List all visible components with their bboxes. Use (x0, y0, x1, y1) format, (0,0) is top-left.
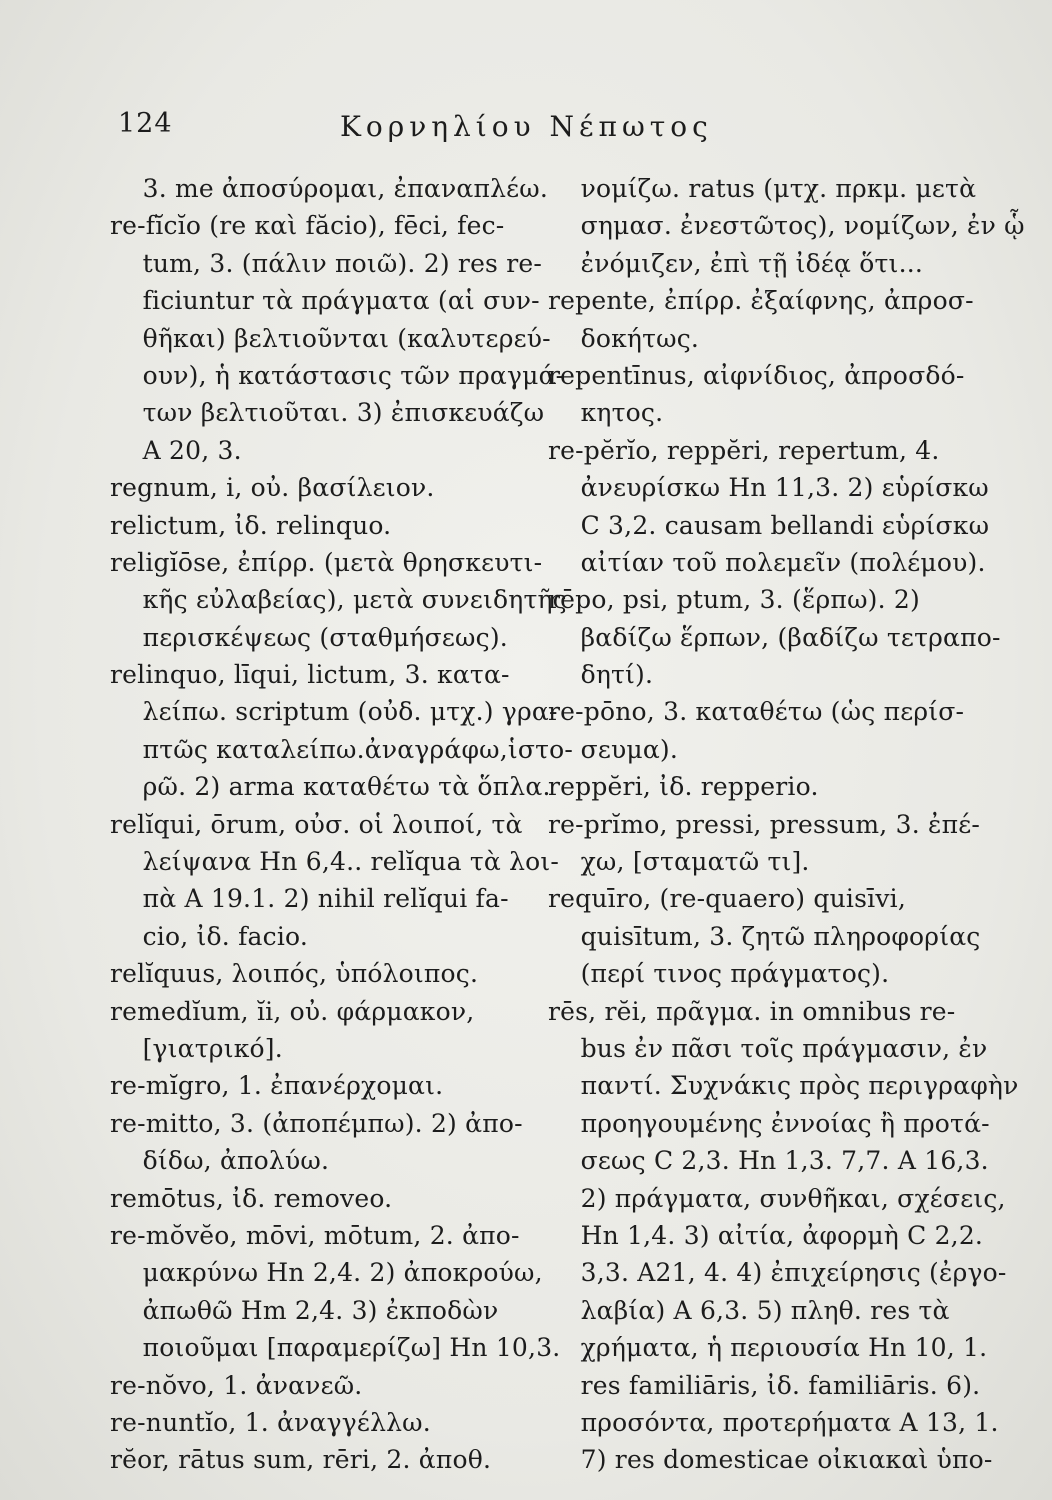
dictionary-line: ρῶ. 2) arma καταθέτω τὰ ὅπλα. (110, 772, 551, 802)
dictionary-line: rĕor, rātus sum, rēri, 2. ἀποθ. (110, 1445, 492, 1475)
dictionary-line: ficiuntur τὰ πράγματα (αἱ συν- (110, 286, 540, 316)
dictionary-line: relĭqui, ōrum, οὐσ. οἱ λοιποί, τὰ (110, 809, 523, 839)
dictionary-line: [γιατρικό]. (110, 1033, 283, 1063)
dictionary-line: δοκήτως. (548, 323, 700, 353)
dictionary-line: λείπω. scriptum (οὐδ. μτχ.) γρα- (110, 697, 558, 727)
dictionary-line: δίδω, ἀπολύω. (110, 1146, 330, 1176)
dictionary-line: δητί). (548, 660, 654, 690)
dictionary-line: ἐνόμιζεν, ἐπὶ τῇ ἰδέᾳ ὅτι... (548, 248, 924, 278)
dictionary-line: ουν), ἡ κατάστασις τῶν πραγμά- (110, 360, 565, 390)
dictionary-line: tum, 3. (πάλιν ποιῶ). 2) res re- (110, 248, 543, 278)
dictionary-line: re-fĭcĭo (re καὶ făcio), fēci, fec- (110, 211, 505, 241)
dictionary-line: βαδίζω ἕρπων, (βαδίζω τετραπο- (548, 622, 1001, 652)
dictionary-line: reppĕri, ἰδ. repperio. (548, 772, 819, 802)
dictionary-line: παντί. Συχνάκις πρὸς περιγραφὴν (548, 1071, 1019, 1101)
dictionary-line: rēpo, psi, ptum, 3. (ἕρπω). 2) (548, 585, 920, 615)
dictionary-line: κῆς εὐλαβείας), μετὰ συνειδητῆς (110, 585, 567, 615)
dictionary-line: σημασ. ἐνεστῶτος), νομίζων, ἐν ᾧ (548, 211, 1025, 241)
dictionary-line: re-mŏvĕo, mōvi, mōtum, 2. ἀπο- (110, 1220, 520, 1250)
dictionary-line: 7) res domesticae οἰκιακαὶ ὑπο- (548, 1445, 993, 1475)
right-column (548, 170, 1025, 1479)
dictionary-line: προηγουμένης ἐννοίας ἢ προτά- (548, 1108, 990, 1138)
dictionary-line: C 3,2. causam bellandi εὑρίσκω (548, 510, 990, 540)
dictionary-line: νομίζω. ratus (μτχ. πρκμ. μετὰ (548, 174, 977, 203)
dictionary-line: ποιοῦμαι [παραμερίζω] Hn 10,3. (110, 1333, 561, 1363)
dictionary-line: relĭquus, λοιπός, ὑπόλοιπος. (110, 959, 479, 989)
dictionary-line: rēs, rĕi, πρᾶγμα. in omnibus re- (548, 996, 956, 1026)
dictionary-line: regnum, i, οὐ. βασίλειον. (110, 473, 435, 503)
dictionary-line: repente, ἐπίρρ. ἐξαίφνης, ἀπροσ- (548, 286, 974, 316)
left-column (110, 170, 574, 1479)
dictionary-line: λαβία) A 6,3. 5) πληθ. res τὰ (548, 1295, 950, 1325)
dictionary-line: πὰ A 19.1. 2) nihil relĭqui fa- (110, 884, 509, 914)
dictionary-line: περισκέψεως (σταθμήσεως). (110, 622, 508, 652)
dictionary-line: repentīnus, αἰφνίδιος, ἀπροσδό- (548, 360, 965, 390)
dictionary-line: ἀνευρίσκω Hn 11,3. 2) εὑρίσκω (548, 473, 989, 503)
dictionary-line: πτῶς καταλείπω.ἀναγράφω,ἱστο- (110, 734, 574, 764)
dictionary-line: relictum, ἰδ. relinquo. (110, 510, 392, 540)
dictionary-line: cio, ἰδ. facio. (110, 921, 308, 951)
dictionary-line: re-pōno, 3. καταθέτω (ὡς περίσ- (548, 697, 965, 727)
dictionary-line: 3. me ἀποσύρομαι, ἐπαναπλέω. (110, 174, 549, 203)
dictionary-line: χω, [σταματῶ τι]. (548, 847, 810, 877)
dictionary-line: requīro, (re-quaero) quisīvi, (548, 884, 906, 914)
dictionary-line: res familiāris, ἰδ. familiāris. 6). (548, 1370, 981, 1400)
dictionary-line: re-nuntĭo, 1. ἀναγγέλλω. (110, 1407, 431, 1437)
dictionary-line: Hn 1,4. 3) αἰτία, ἀφορμὴ C 2,2. (548, 1220, 984, 1250)
dictionary-line: re-pĕrĭo, reppĕri, repertum, 4. (548, 435, 940, 465)
dictionary-line: bus ἐν πᾶσι τοῖς πράγμασιν, ἐν (548, 1033, 988, 1063)
dictionary-line: re-prĭmo, pressi, pressum, 3. ἐπέ- (548, 809, 981, 839)
dictionary-line: ἀπωθῶ Hm 2,4. 3) ἐκποδὼν (110, 1295, 499, 1325)
dictionary-line: relinquo, līqui, lictum, 3. κατα- (110, 660, 510, 690)
dictionary-line: προσόντα, προτερήματα A 13, 1. (548, 1407, 999, 1437)
dictionary-line: remōtus, ἰδ. removeo. (110, 1183, 393, 1213)
running-head: Κορνηλίου Νέπωτος (340, 110, 713, 143)
dictionary-line: (περί τινος πράγματος). (548, 959, 890, 989)
dictionary-line: 2) πράγματα, συνθῆκαι, σχέσεις, (548, 1183, 1006, 1213)
dictionary-line: κητος. (548, 398, 664, 428)
dictionary-line: re-mitto, 3. (ἀποπέμπω). 2) ἀπο- (110, 1108, 523, 1138)
dictionary-line: quisītum, 3. ζητῶ πληροφορίας (548, 921, 981, 951)
dictionary-line: religĭōse, ἐπίρρ. (μετὰ θρησκευτι- (110, 547, 543, 577)
dictionary-line: re-nŏvo, 1. ἀνανεῶ. (110, 1370, 363, 1400)
dictionary-line: χρήματα, ἡ περιουσία Hn 10, 1. (548, 1333, 988, 1363)
dictionary-line: λείψανα Hn 6,4.. relĭqua τὰ λοι- (110, 847, 560, 877)
dictionary-line: σευμα). (548, 734, 679, 764)
dictionary-line: σεως C 2,3. Hn 1,3. 7,7. A 16,3. (548, 1146, 989, 1176)
page-number: 124 (118, 108, 173, 139)
dictionary-line: αἰτίαν τοῦ πολεμεῖν (πολέμου). (548, 547, 986, 577)
dictionary-line: των βελτιοῦται. 3) ἐπισκευάζω (110, 398, 545, 428)
dictionary-line: A 20, 3. (110, 435, 242, 465)
dictionary-line: re-mĭgro, 1. ἐπανέρχομαι. (110, 1071, 444, 1101)
dictionary-line: μακρύνω Hn 2,4. 2) ἀποκρούω, (110, 1258, 543, 1288)
dictionary-line: 3,3. A21, 4. 4) ἐπιχείρησις (ἐργο- (548, 1258, 1007, 1288)
dictionary-line: remedĭum, ĭi, οὐ. φάρμακον, (110, 996, 475, 1026)
dictionary-line: θῆκαι) βελτιοῦνται (καλυτερεύ- (110, 323, 551, 353)
